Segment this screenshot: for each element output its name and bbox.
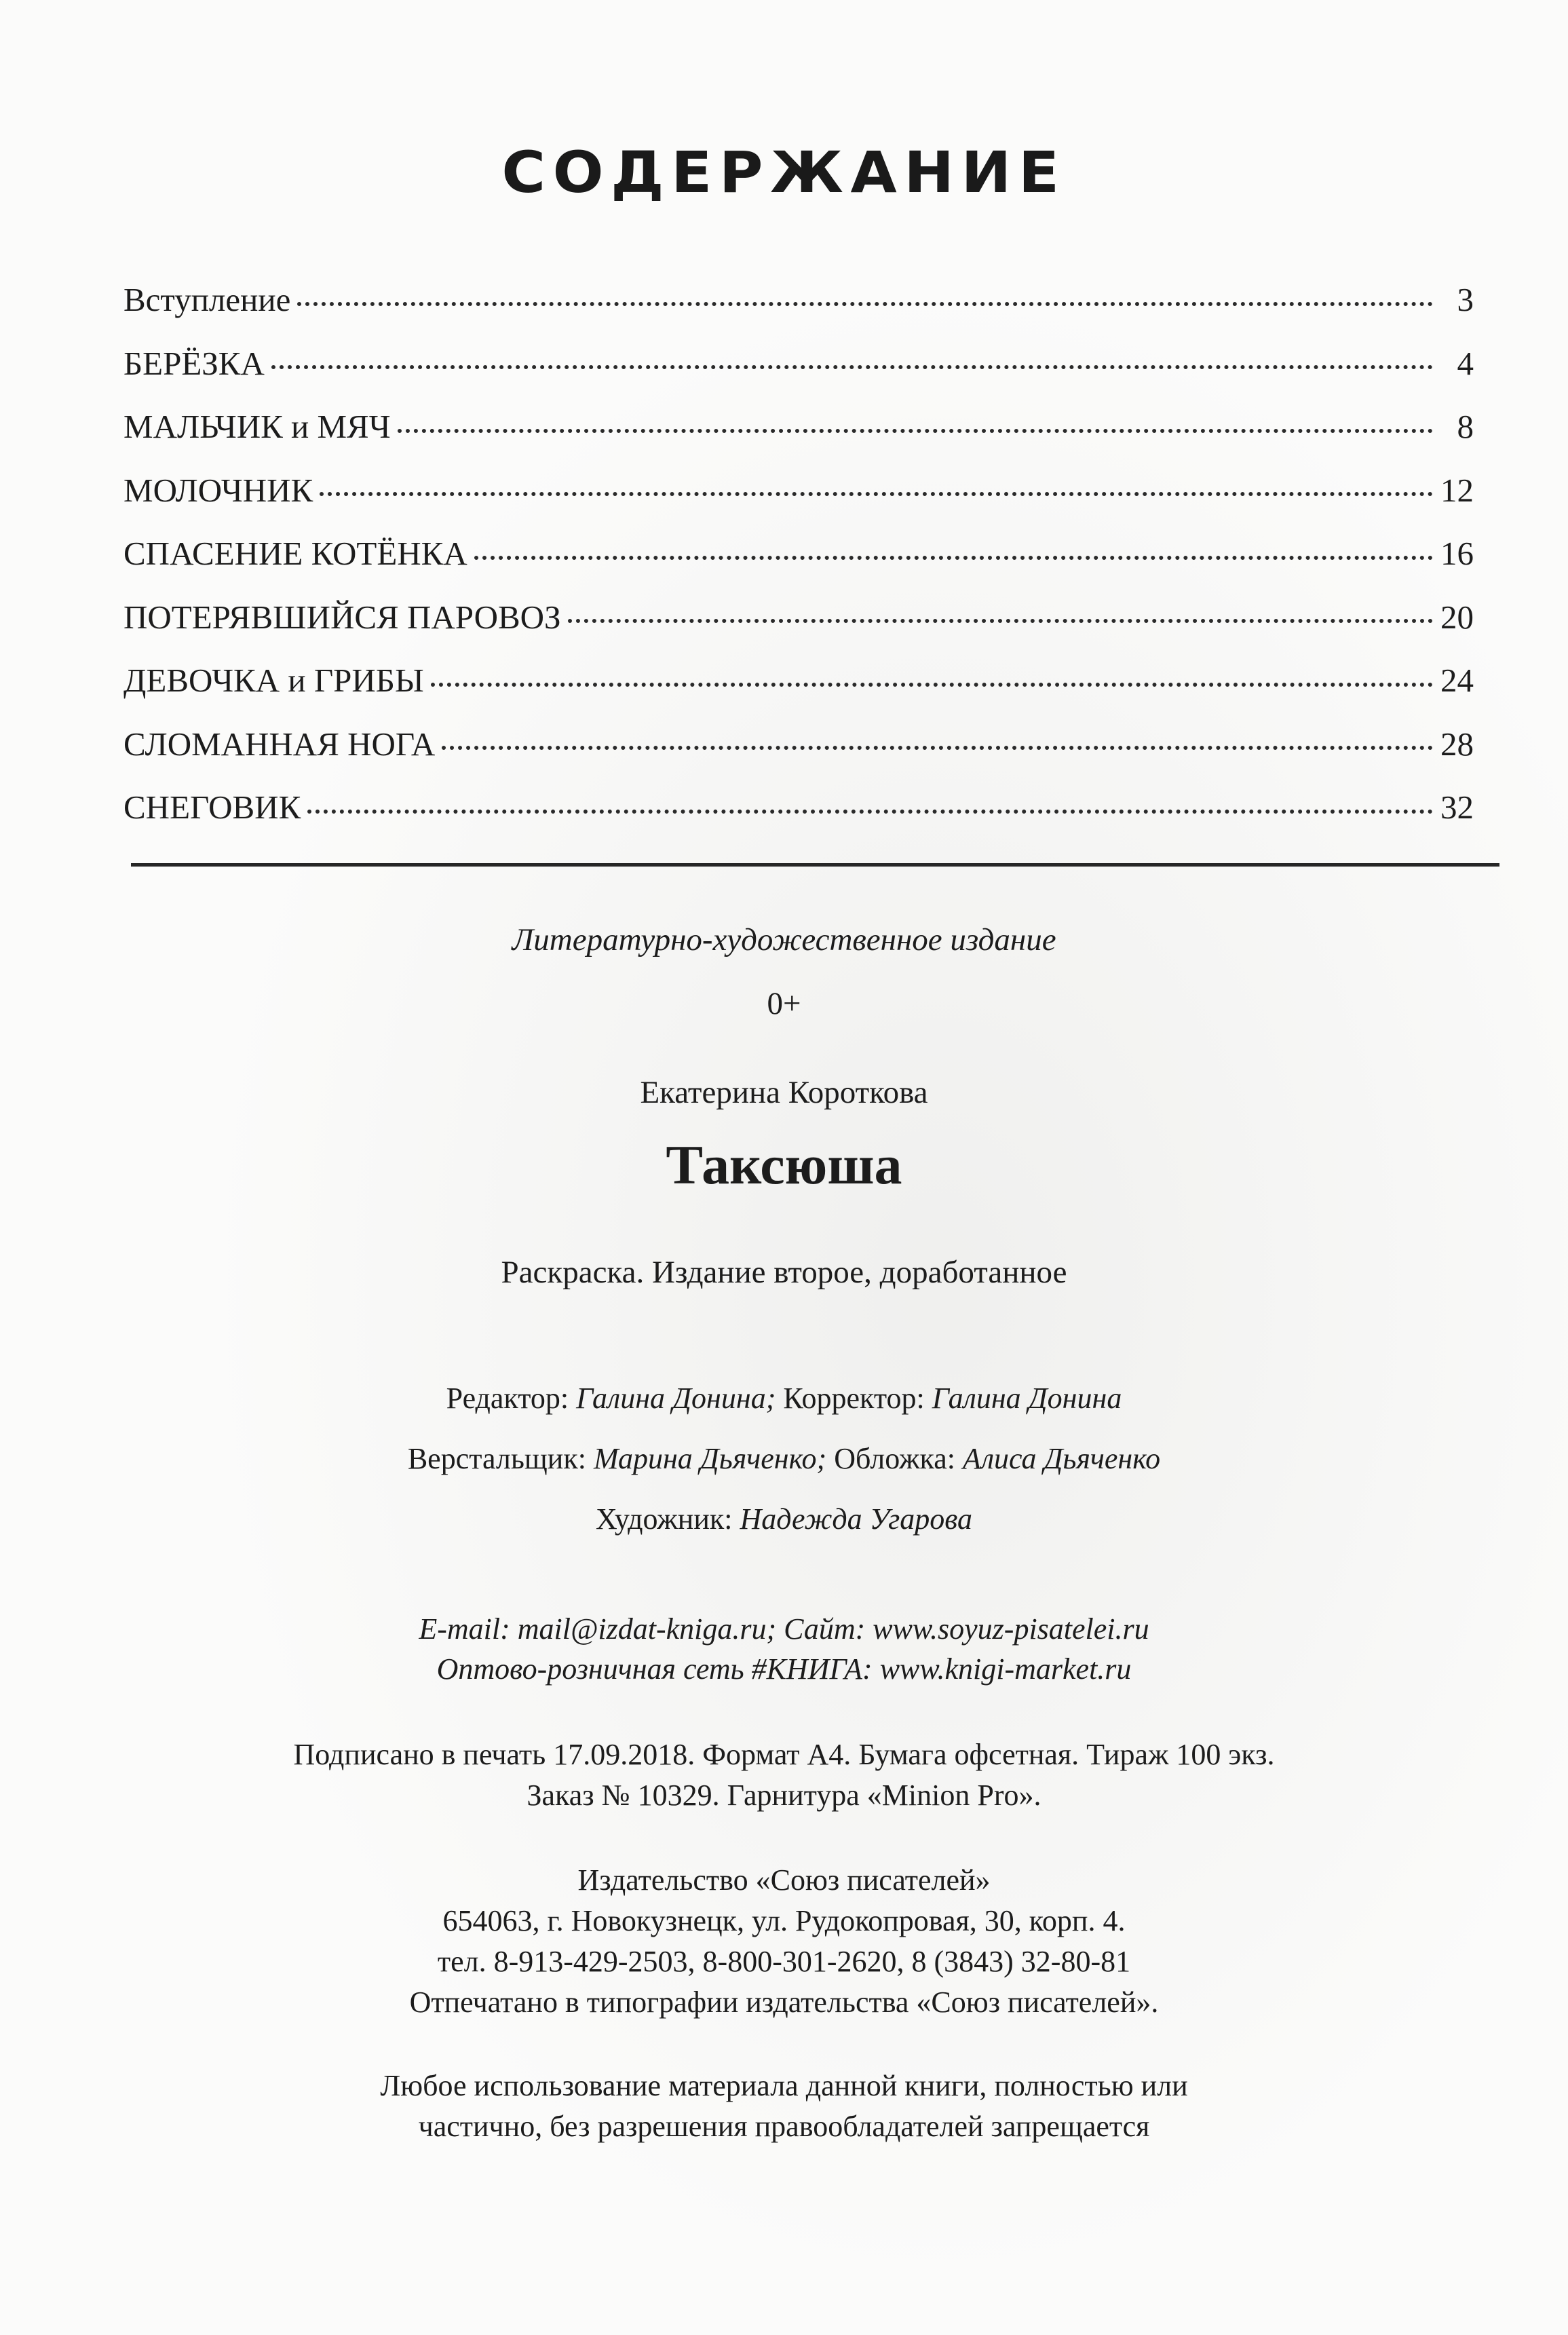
edition-type: Литературно-художественное издание (512, 922, 1056, 957)
dot-leader (320, 492, 1433, 496)
corrector-role: Корректор: (776, 1382, 932, 1415)
publisher-name: Издательство «Союз писателей» (577, 1863, 991, 1897)
copyright-notice-line-1: Любое использование материала данной книги, полностью или (380, 2069, 1188, 2102)
toc-entry (123, 713, 1474, 776)
age-rating: 0+ (767, 986, 801, 1021)
toc-entry-label: ДЕВОЧКА и ГРИБЫ (123, 662, 424, 699)
dot-leader (398, 429, 1433, 433)
cover-name: Алиса Дьяченко (962, 1442, 1161, 1475)
toc-entry-label: ПОТЕРЯВШИЙСЯ ПАРОВОЗ (123, 598, 561, 636)
dot-leader (307, 810, 1433, 814)
layout-role: Верстальщик: (407, 1442, 594, 1475)
credit-artist (0, 1502, 1568, 1536)
toc-entry-page: 24 (1440, 662, 1474, 699)
toc-entry (123, 649, 1474, 713)
layout-name: Марина Дьяченко; (593, 1442, 827, 1475)
toc-entry-page: 28 (1440, 725, 1474, 763)
dot-leader (442, 746, 1433, 750)
toc-entry-page: 20 (1440, 598, 1474, 636)
artist-role: Художник: (595, 1502, 740, 1536)
toc-entry-page: 3 (1457, 281, 1474, 318)
dot-leader (474, 556, 1433, 560)
dot-leader (271, 365, 1433, 369)
dot-leader (297, 302, 1433, 306)
toc-entry-page: 12 (1440, 471, 1474, 509)
artist-name: Надежда Угарова (740, 1502, 973, 1536)
toc-title: СОДЕРЖАНИЕ (501, 139, 1067, 206)
toc-entry-label: Вступление (123, 281, 291, 318)
dot-leader (431, 683, 1433, 687)
contact-email-site: E-mail: mail@izdat-kniga.ru; Сайт: www.soyuz-pisatelei.ru (419, 1612, 1149, 1646)
book-title: Таксюша (666, 1134, 902, 1196)
order-typeface: Заказ № 10329. Гарнитура «Minion Pro». (527, 1779, 1041, 1812)
contact-retail-network: Оптово-розничная сеть #КНИГА: www.knigi-market.ru (436, 1652, 1132, 1686)
author-name: Екатерина Короткова (640, 1075, 928, 1110)
publisher-phones: тел. 8-913-429-2503, 8-800-301-2620, 8 (3843) 32-80-81 (437, 1945, 1131, 1978)
toc-entry-label: СНЕГОВИК (123, 789, 301, 826)
toc-entry-page: 4 (1457, 344, 1474, 382)
editor-role: Редактор: (446, 1382, 577, 1415)
print-details: Подписано в печать 17.09.2018. Формат А4. Бумага офсетная. Тираж 100 экз. (293, 1738, 1275, 1771)
credit-editor-corrector (0, 1381, 1568, 1416)
cover-role: Обложка: (826, 1442, 963, 1475)
dot-leader (568, 619, 1433, 623)
publisher-address: 654063, г. Новокузнецк, ул. Рудокопровая, 30, корп. 4. (442, 1904, 1126, 1937)
corrector-name: Галина Донина (932, 1382, 1122, 1415)
toc-entry-label: СПАСЕНИЕ КОТЁНКА (123, 535, 467, 572)
credit-layout-cover (0, 1441, 1568, 1476)
toc-entry (123, 459, 1474, 523)
toc-entry (123, 268, 1474, 332)
toc-entry-label: МАЛЬЧИК и МЯЧ (123, 408, 391, 445)
section-divider (131, 863, 1499, 867)
toc-entry (123, 332, 1474, 396)
toc-entry (123, 586, 1474, 649)
table-of-contents (123, 268, 1474, 839)
editor-name: Галина Донина; (576, 1382, 776, 1415)
toc-entry-label: СЛОМАННАЯ НОГА (123, 725, 436, 763)
toc-entry-page: 8 (1457, 408, 1474, 445)
toc-entry-label: МОЛОЧНИК (123, 471, 313, 509)
toc-entry (123, 395, 1474, 459)
toc-entry-page: 16 (1440, 535, 1474, 572)
toc-entry-page: 32 (1440, 789, 1474, 826)
printing-house: Отпечатано в типографии издательства «Союз писателей». (409, 1986, 1159, 2019)
toc-entry (123, 776, 1474, 839)
toc-entry-label: БЕРЁЗКА (123, 344, 265, 382)
copyright-notice-line-2: частично, без разрешения правообладателей запрещается (418, 2110, 1150, 2143)
toc-entry (123, 522, 1474, 586)
book-subtitle: Раскраска. Издание второе, доработанное (501, 1255, 1067, 1290)
